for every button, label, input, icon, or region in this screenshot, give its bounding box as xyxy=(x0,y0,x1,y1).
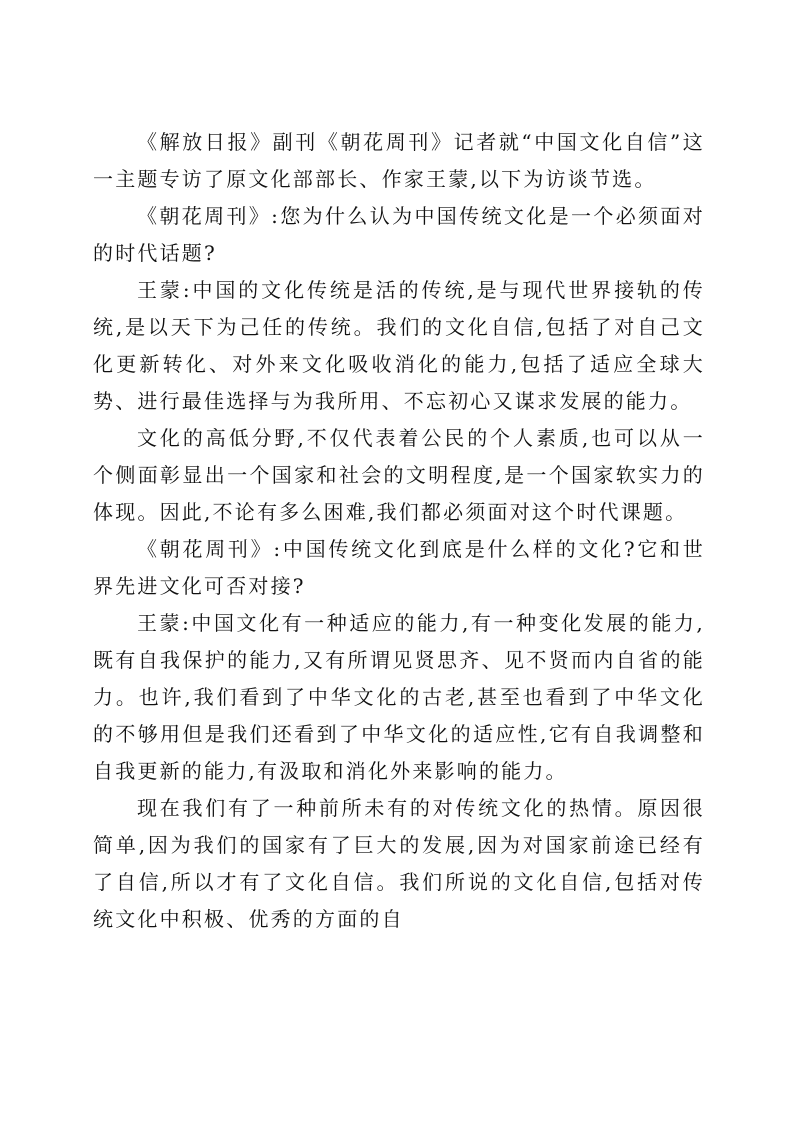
paragraph-question-1: 《朝花周刊》:您为什么认为中国传统文化是一个必须面对的时代话题? xyxy=(93,204,705,265)
paragraph-answer-1: 王蒙:中国的文化传统是活的传统,是与现代世界接轨的传统,是以天下为己任的传统。我们的文化自信,包括了对自己文化更新转化、对外来文化吸收消化的能力,包括了适应全球大势、进行最佳选择与为我所用、不忘初心又谋求发展的能力。 xyxy=(93,278,705,413)
paragraph-answer-2-cont: 现在我们有了一种前所未有的对传统文化的热情。原因很简单,因为我们的国家有了巨大的发展,因为对国家前途已经有了自信,所以才有了文化自信。我们所说的文化自信,包括对传统文化中积极、优秀的方面的自 xyxy=(93,796,705,931)
paragraph-answer-2: 王蒙:中国文化有一种适应的能力,有一种变化发展的能力,既有自我保护的能力,又有所谓见贤思齐、见不贤而内自省的能力。也许,我们看到了中华文化的古老,甚至也看到了中华文化的不够用但是我们还看到了中华文化的适应性,它有自我调整和自我更新的能力,有汲取和消化外来影响的能力。 xyxy=(93,611,705,783)
paragraph-intro: 《解放日报》副刊《朝花周刊》记者就“中国文化自信”这一主题专访了原文化部部长、作家王蒙,以下为访谈节选。 xyxy=(93,130,705,191)
paragraph-question-2: 《朝花周刊》:中国传统文化到底是什么样的文化?它和世界先进文化可否对接? xyxy=(93,537,705,598)
article-body xyxy=(93,124,705,938)
paragraph-answer-1-cont: 文化的高低分野,不仅代表着公民的个人素质,也可以从一个侧面彰显出一个国家和社会的文明程度,是一个国家软实力的体现。因此,不论有多么困难,我们都必须面对这个时代课题。 xyxy=(93,426,705,524)
